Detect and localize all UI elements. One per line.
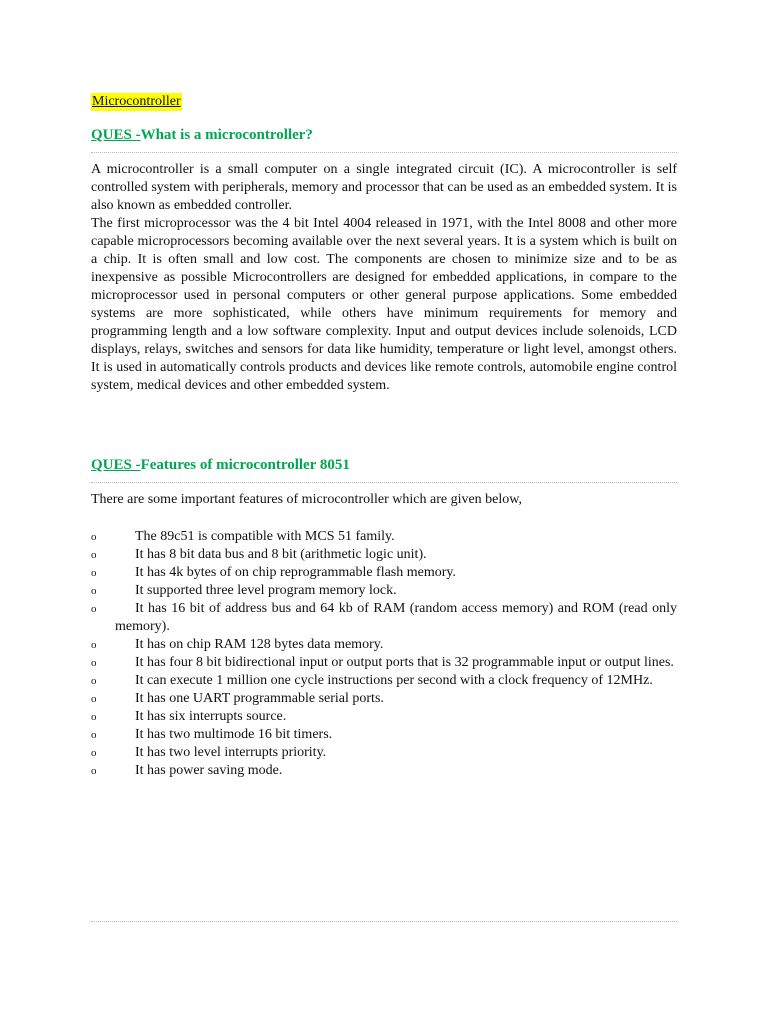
feature-item-text: It has 4k bytes of on chip reprogrammable flash memory. [135, 565, 457, 580]
bullet-icon: o [91, 531, 97, 543]
feature-item-text: The 89c51 is compatible with MCS 51 family. [135, 529, 395, 544]
bullet-icon: o [91, 657, 97, 669]
feature-item-text: It can execute 1 million one cycle instructions per second with a clock frequency of 12MHz. [135, 673, 653, 688]
page-bottom-divider [91, 921, 677, 922]
bullet-icon: o [91, 567, 97, 579]
feature-list-item [91, 582, 677, 600]
feature-item-text: It has 16 bit of address bus and 64 kb of RAM (random access memory) and ROM (read only memory). [115, 601, 677, 634]
section-heading-text: Features of microcontroller 8051 [140, 457, 350, 473]
feature-list-item [91, 564, 677, 582]
feature-item-text: It has six interrupts source. [135, 709, 287, 724]
feature-list-item [91, 762, 677, 780]
feature-list-item [91, 672, 677, 690]
paragraph-definition: A microcontroller is a small computer on a single integrated circuit (IC). A microcontroller is self controlled system with peripherals, memory and processor that can be used as an embedded system. It is also known as embedded controller. [91, 162, 677, 213]
section-heading-prefix: QUES - [91, 457, 141, 473]
feature-list-item [91, 546, 677, 564]
feature-list-item [91, 636, 677, 654]
features-intro: There are some important features of microcontroller which are given below, [91, 492, 522, 507]
section-heading-what-is [91, 126, 313, 145]
section-heading-text: What is a microcontroller? [140, 127, 313, 143]
feature-item-text: It has two level interrupts priority. [135, 745, 327, 760]
feature-item-text: It has four 8 bit bidirectional input or output ports that is 32 programmable input or output lines. [135, 655, 674, 670]
bullet-icon: o [91, 711, 97, 723]
feature-item-text: It has two multimode 16 bit timers. [135, 727, 333, 742]
feature-item-text: It supported three level program memory lock. [135, 583, 397, 598]
feature-list-item [91, 726, 677, 744]
section-divider [91, 482, 677, 483]
section-heading-prefix: QUES - [91, 127, 141, 143]
bullet-icon: o [91, 639, 97, 651]
bullet-icon: o [91, 693, 97, 705]
bullet-icon: o [91, 729, 97, 741]
bullet-icon: o [91, 585, 97, 597]
features-list [91, 528, 677, 780]
section-heading-features [91, 456, 350, 475]
document-title: Microcontroller [92, 94, 181, 109]
bullet-icon: o [91, 747, 97, 759]
feature-list-item [91, 690, 677, 708]
feature-item-text: It has one UART programmable serial ports. [135, 691, 384, 706]
feature-item-text: It has 8 bit data bus and 8 bit (arithmetic logic unit). [135, 547, 427, 562]
bullet-icon: o [91, 765, 97, 777]
bullet-icon: o [91, 603, 97, 615]
paragraph-history: The first microprocessor was the 4 bit Intel 4004 released in 1971, with the Intel 8008 and other more capable microprocessors becoming available over the next several years. It is a system which is built on a chip. It is often small and low cost. The components are chosen to minimize size and to be as inexpensive as possible Microcontrollers are designed for embedded applications, in compare to the microprocessor used in personal computers or other general purpose applications. Some embedded systems are more sophisticated, while others have minimum requirements for memory and programming length and a low software complexity. Input and output devices include solenoids, LCD displays, relays, switches and sensors for data like humidity, temperature or light level, amongst others. It is used in automatically controls products and devices like remote controls, automobile engine control system, medical devices and other embedded system. [91, 216, 677, 393]
bullet-icon: o [91, 675, 97, 687]
section-divider [91, 152, 677, 153]
feature-item-text: It has on chip RAM 128 bytes data memory. [135, 637, 384, 652]
bullet-icon: o [91, 549, 97, 561]
feature-list-item [91, 708, 677, 726]
feature-list-item [91, 600, 677, 636]
feature-item-text: It has power saving mode. [135, 763, 283, 778]
feature-list-item [91, 744, 677, 762]
feature-list-item [91, 654, 677, 672]
feature-list-item [91, 528, 677, 546]
